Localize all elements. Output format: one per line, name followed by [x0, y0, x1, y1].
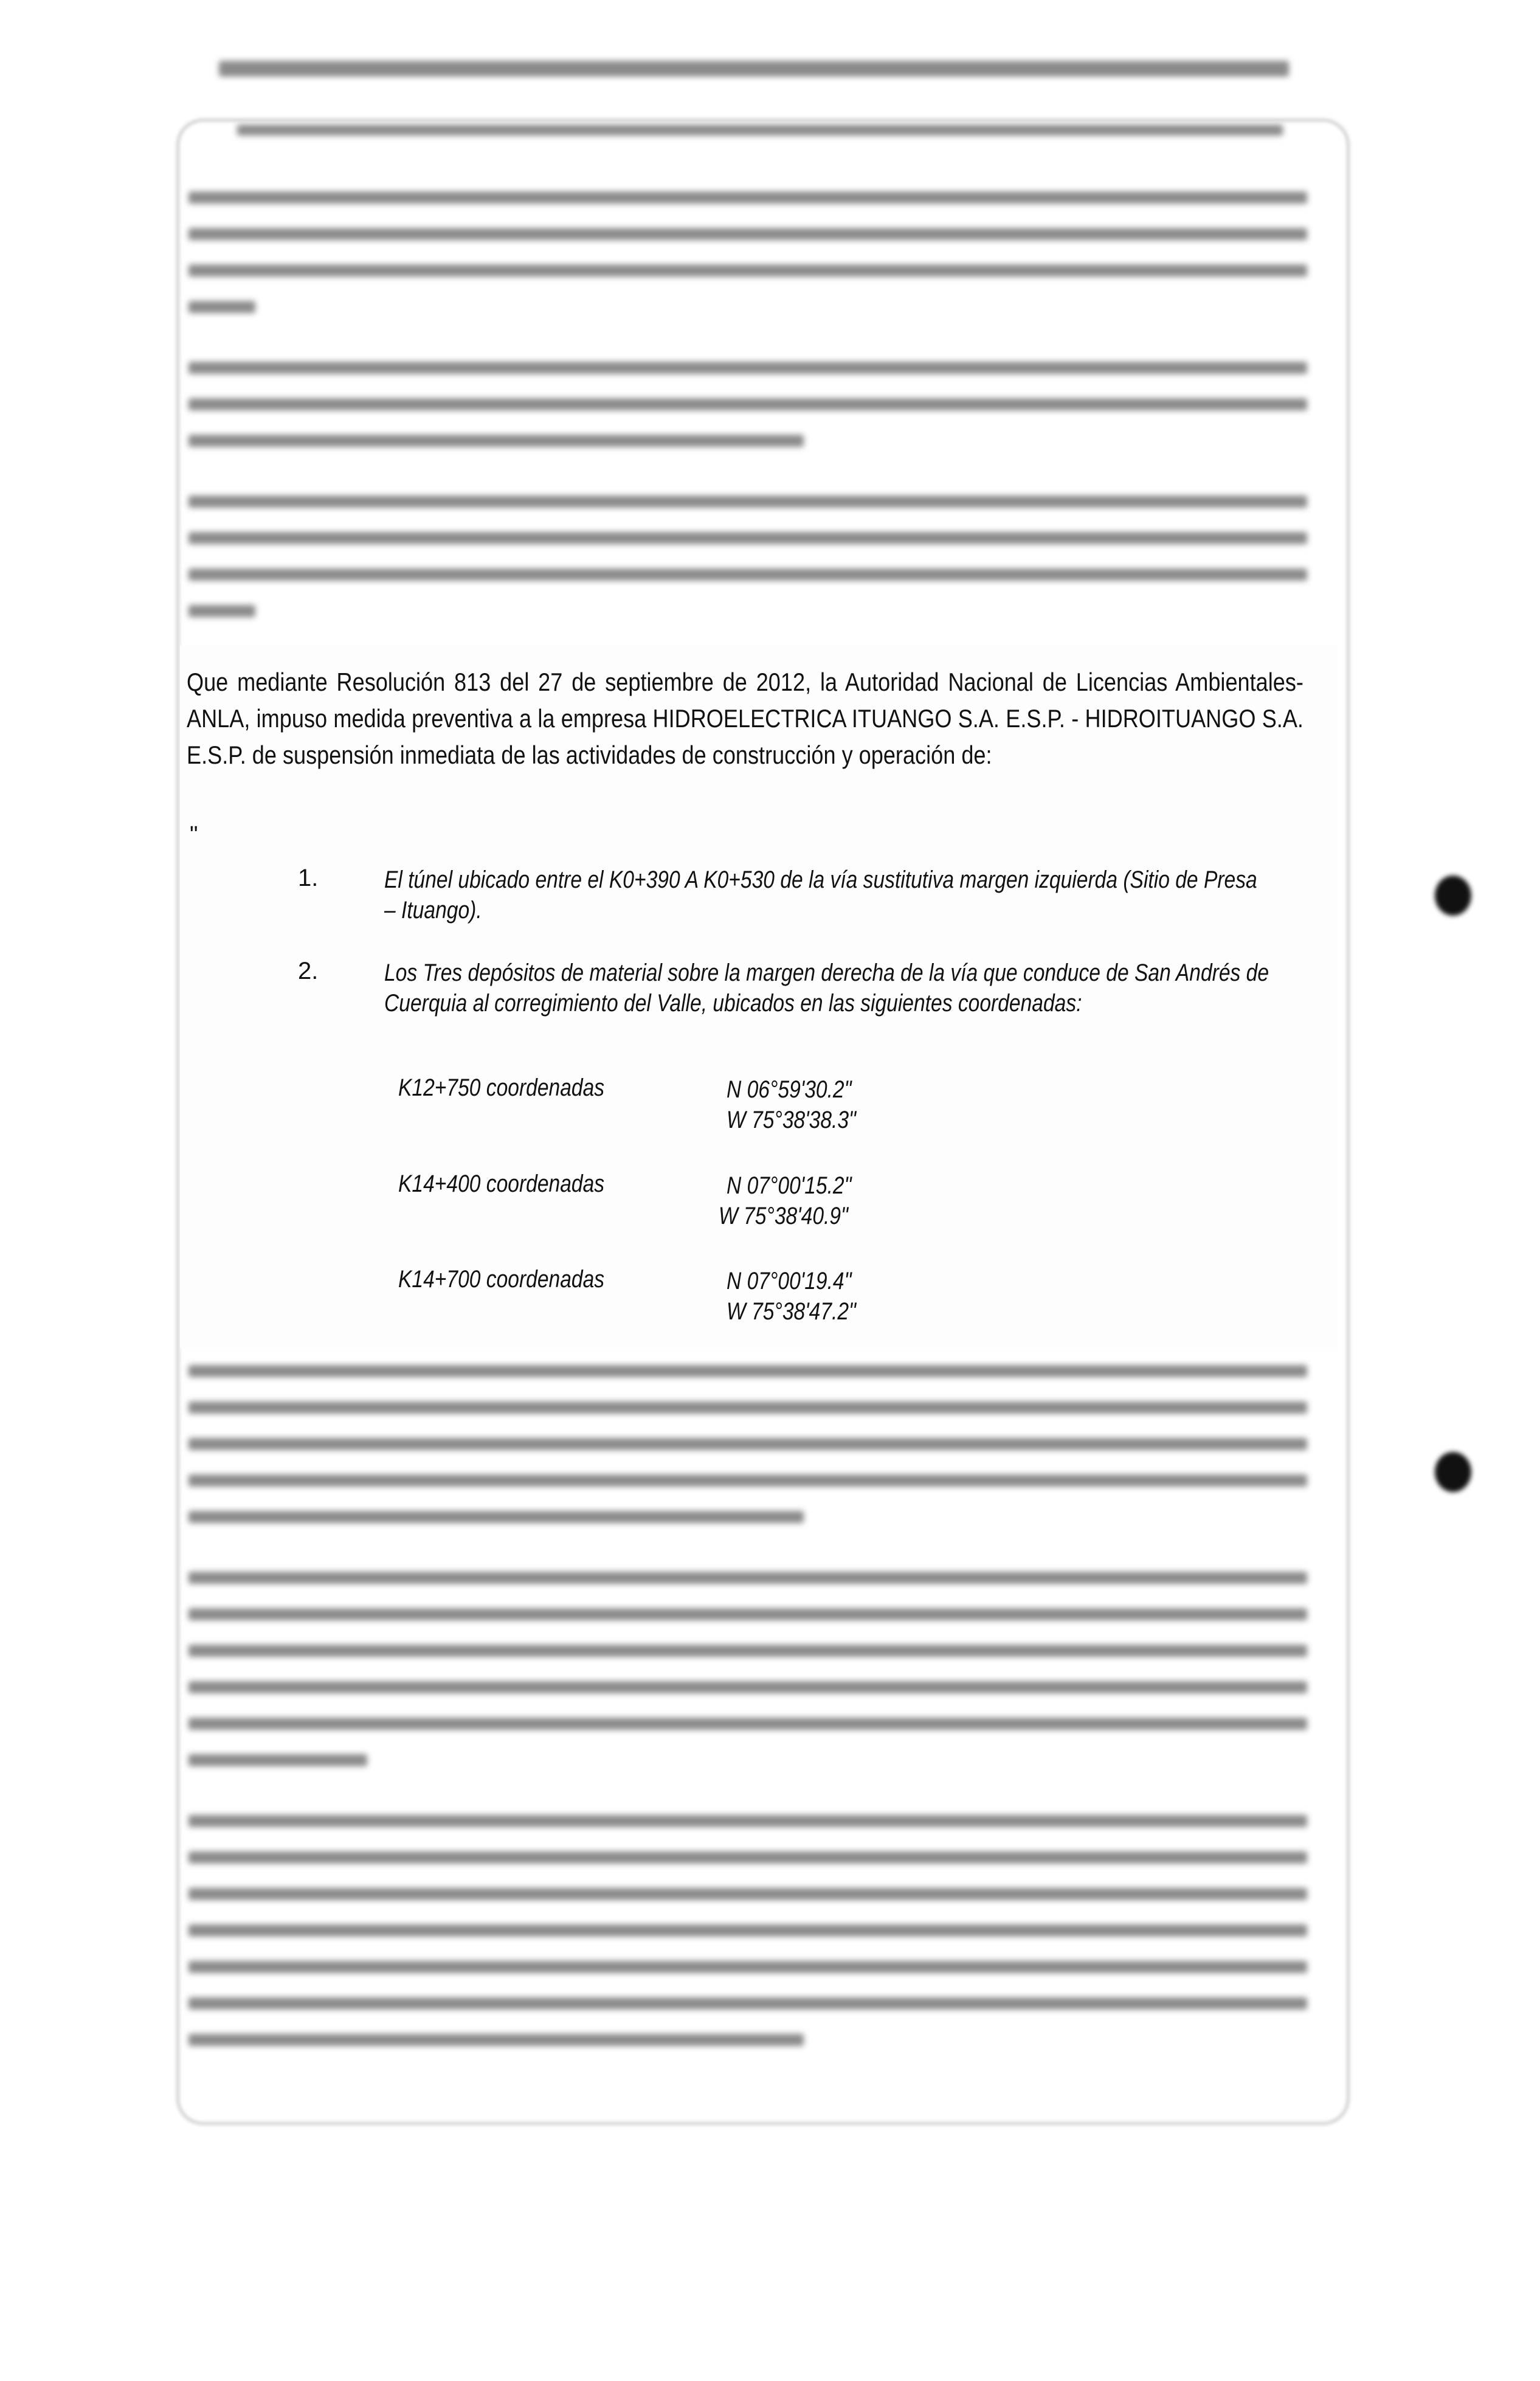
resolution-813-paragraph: Que mediante Resolución 813 del 27 de septiembre de 2012, la Autoridad Nacional de Licencias Ambientales-ANLA, impuso medida preventiva a la empresa HIDROELECTRICA ITUANGO S.A. E.S.P. - HIDROITUANGO S.A. E.S.P. de suspensión inmediata de las actividades de construcción y operación de:	[187, 668, 1303, 769]
list-item-text: Los Tres depósitos de material sobre la margen derecha de la vía que conduce de San Andrés de Cuerquia al corregimiento del Valle, ubicados en las siguientes coordenadas:	[384, 959, 1269, 1017]
coordinate-west: W 75°38'38.3"	[727, 1107, 856, 1133]
coordinate-label: K14+400 coordenadas	[398, 1170, 605, 1197]
list-item-number: 1.	[298, 865, 319, 891]
blurred-paragraphs-top	[188, 192, 1307, 641]
coordinate-west: W 75°38'47.2"	[727, 1298, 856, 1325]
coordinate-west: W 75°38'40.9"	[719, 1203, 848, 1229]
list-item-text: El túnel ubicado entre el K0+390 A K0+530 de la vía sustitutiva margen izquierda (Sitio de Presa – Ituango).	[384, 866, 1257, 924]
binder-hole	[1435, 876, 1471, 916]
blurred-paragraphs-bottom	[188, 1365, 1307, 2070]
coordinate-north: N 06°59'30.2"	[727, 1076, 852, 1103]
coordinate-north: N 07°00'19.4"	[727, 1268, 852, 1294]
coordinate-label: K12+750 coordenadas	[398, 1074, 605, 1101]
coordinate-label: K14+700 coordenadas	[398, 1266, 605, 1293]
quote-mark: "	[190, 822, 198, 848]
blurred-header	[219, 61, 1289, 101]
coordinate-north: N 07°00'15.2"	[727, 1172, 852, 1199]
binder-hole	[1435, 1452, 1471, 1492]
list-item-number: 2.	[298, 958, 319, 984]
